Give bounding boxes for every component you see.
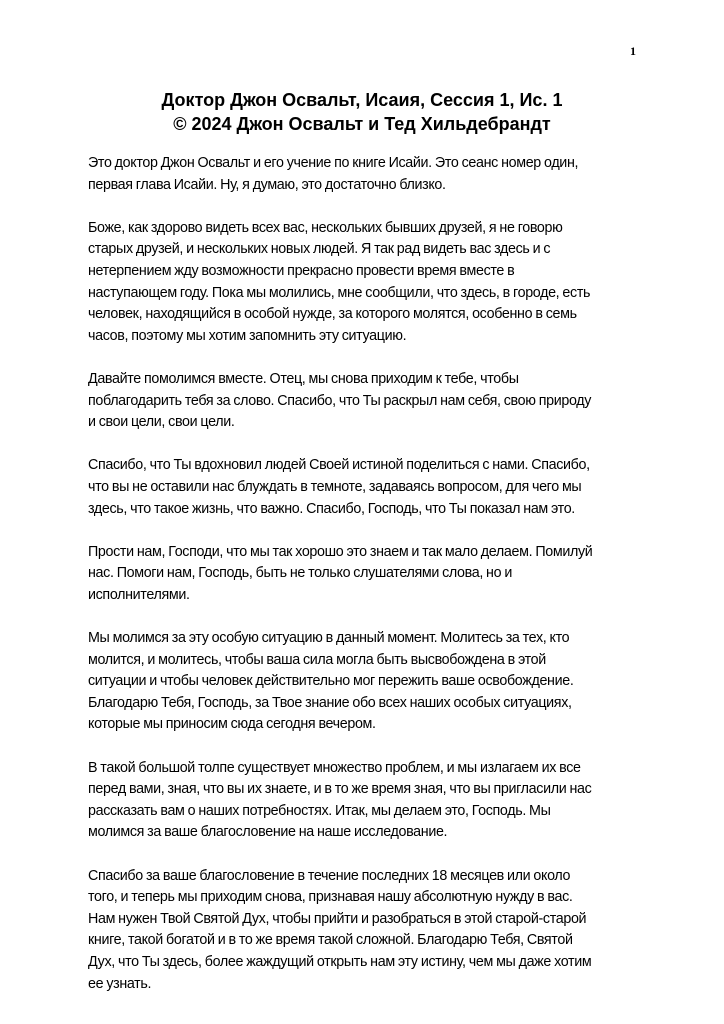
- paragraph-line: и свои цели, свои цели.: [88, 414, 235, 431]
- paragraph-line: того, и теперь мы приходим снова, признавая нашу абсолютную нужду в вас.: [88, 889, 573, 906]
- document-title: [0, 88, 724, 136]
- paragraph-line: Это доктор Джон Освальт и его учение по книге Исайи. Это сеанс номер один,: [88, 155, 579, 171]
- page-number: 1: [630, 44, 636, 58]
- paragraph-line: часов, поэтому мы хотим запомнить эту ситуацию.: [88, 327, 407, 344]
- paragraph-line: Спасибо за ваше благословение в течение последних 18 месяцев или около: [88, 867, 571, 884]
- paragraph: [88, 758, 636, 844]
- paragraph-line: Спасибо, что Ты вдохновил людей Своей истиной поделиться с нами. Спасибо,: [88, 457, 590, 474]
- paragraph-line: Благодарю Тебя, Господь, за Твое знание обо всех наших особых ситуациях,: [88, 694, 572, 711]
- paragraph-line: Нам нужен Твой Святой Дух, чтобы прийти и разобраться в этой старой-старой: [88, 910, 587, 927]
- paragraph-line: молится, и молитесь, чтобы ваша сила могла быть высвобождена в этой: [88, 651, 546, 668]
- paragraph-line: которые мы приносим сюда сегодня вечером.: [88, 716, 376, 733]
- paragraph-line: молимся за ваше благословение на наше исследование.: [88, 824, 448, 841]
- paragraph-line: первая глава Исайи. Ну, я думаю, это достаточно близко.: [88, 176, 446, 193]
- paragraph-line: что вы не оставили нас блуждать в темноте, задаваясь вопросом, для чего мы: [88, 478, 582, 495]
- paragraph: [88, 628, 636, 736]
- paragraph-line: поблагодарить тебя за слово. Спасибо, что Ты раскрыл нам себя, свою природу: [88, 392, 592, 409]
- paragraph: [88, 455, 636, 520]
- paragraph: [88, 218, 636, 348]
- paragraph-line: здесь, что такое жизнь, что важно. Спасибо, Господь, что Ты показал нам это.: [88, 500, 575, 517]
- paragraph-line: старых друзей, и нескольких новых людей. Я так рад видеть вас здесь и с: [88, 241, 551, 258]
- paragraph-line: исполнителями.: [88, 586, 190, 603]
- paragraph: [88, 369, 636, 434]
- paragraph: [88, 153, 636, 196]
- paragraph-line: Прости нам, Господи, что мы так хорошо это знаем и так мало делаем. Помилуй: [88, 543, 593, 560]
- paragraph-line: Давайте помолимся вместе. Отец, мы снова приходим к тебе, чтобы: [88, 370, 519, 387]
- paragraph-line: человек, находящийся в особой нужде, за которого молятся, особенно в семь: [88, 306, 577, 323]
- paragraph-line: рассказать вам о наших потребностях. Итак, мы делаем это, Господь. Мы: [88, 802, 551, 819]
- paragraph-line: книге, такой богатой и в то же время такой сложной. Благодарю Тебя, Святой: [88, 932, 573, 949]
- paragraph-line: В такой большой толпе существует множество проблем, и мы излагаем их все: [88, 759, 581, 776]
- paragraph-line: перед вами, зная, что вы их знаете, и в то же время зная, что вы пригласили нас: [88, 781, 592, 798]
- paragraph-line: Дух, что Ты здесь, более жаждущий открыть нам эту истину, чем мы даже хотим: [88, 953, 592, 970]
- paragraph-line: Мы молимся за эту особую ситуацию в данный момент. Молитесь за тех, кто: [88, 630, 570, 647]
- title-line-1: Доктор Джон Освальт, Исаия, Сессия 1, Ис. 1: [161, 90, 563, 110]
- document-body: [88, 153, 636, 1017]
- paragraph-line: ее узнать.: [88, 975, 152, 992]
- paragraph-line: нас. Помоги нам, Господь, быть не только слушателями слова, но и: [88, 565, 512, 582]
- paragraph: [88, 866, 636, 996]
- paragraph-line: нетерпением жду возможности прекрасно провести время вместе в: [88, 262, 515, 279]
- paragraph-line: наступающем году. Пока мы молились, мне сообщили, что здесь, в городе, есть: [88, 284, 591, 301]
- title-line-2: © 2024 Джон Освальт и Тед Хильдебрандт: [173, 114, 551, 134]
- paragraph-line: ситуации и чтобы человек действительно мог пережить ваше освобождение.: [88, 673, 574, 690]
- paragraph-line: Боже, как здорово видеть всех вас, нескольких бывших друзей, я не говорю: [88, 219, 563, 236]
- paragraph: [88, 542, 636, 607]
